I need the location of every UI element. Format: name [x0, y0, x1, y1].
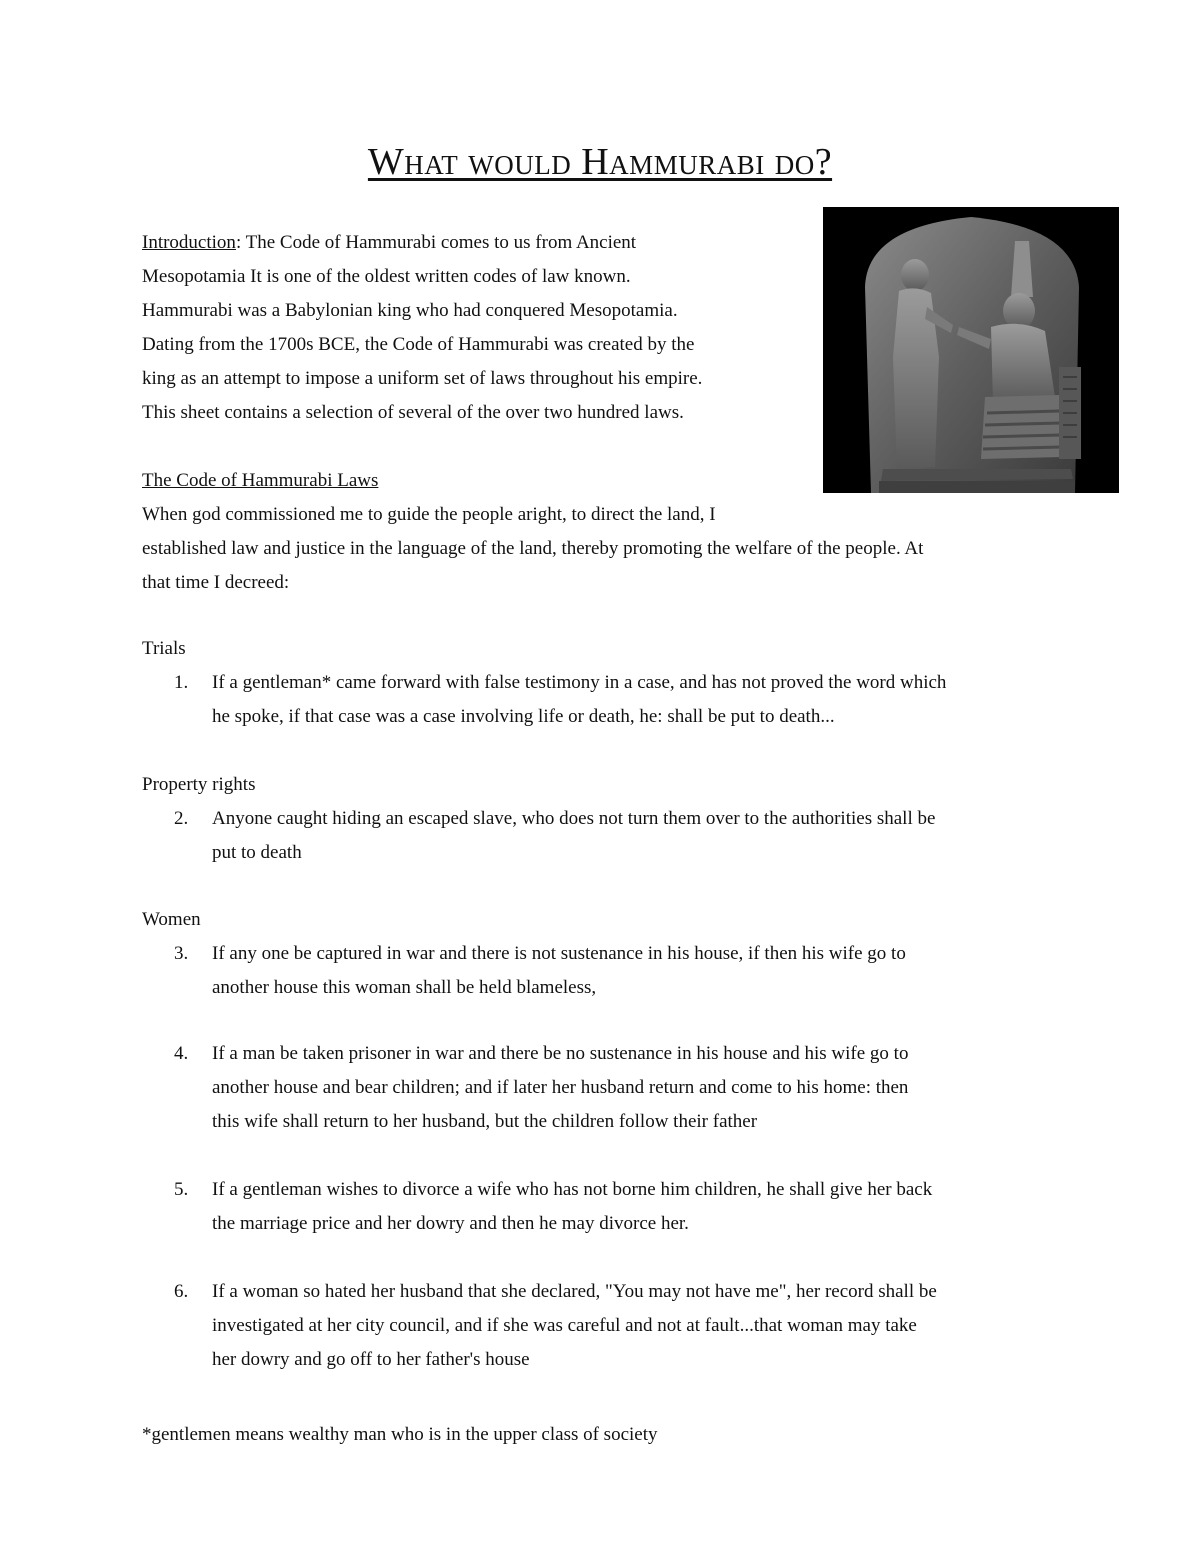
intro-line-1: Introduction: The Code of Hammurabi comes to us from Ancient [142, 232, 637, 253]
law-text: If a gentleman* came forward with false testimony in a case, and has not proved the word which he spoke, if that case was a case involving life or death, he: shall be put to death... [212, 672, 947, 727]
law-number: 6. [174, 1281, 189, 1302]
law-item [142, 666, 1062, 734]
section-heading-trials: Trials [142, 638, 186, 659]
intro-line-2: Mesopotamia It is one of the oldest written codes of law known. [142, 266, 631, 287]
section-heading-property-rights: Property rights [142, 774, 256, 795]
laws-heading: The Code of Hammurabi Laws [142, 470, 379, 491]
law-text: If a man be taken prisoner in war and there be no sustenance in his house and his wife go to another house and bear children; and if later her husband return and come to his home: then this wife shall return to her husband, but the children follow their father [212, 1043, 909, 1132]
law-text: If a woman so hated her husband that she declared, "You may not have me", her record shall be investigated at her city council, and if she was careful and not at fault...that woman may take her dowry and go off to her father's house [212, 1281, 937, 1370]
preamble-paragraph [142, 498, 1072, 600]
law-item [142, 1037, 1062, 1139]
law-number: 3. [174, 943, 189, 964]
preamble-line-2: established law and justice in the language of the land, thereby promoting the welfare of the people. At [142, 538, 924, 559]
law-item [142, 937, 1062, 1005]
intro-line-3: Hammurabi was a Babylonian king who had conquered Mesopotamia. [142, 300, 678, 321]
intro-line-5: king as an attempt to impose a uniform set of laws throughout his empire. [142, 368, 703, 389]
footnote: *gentlemen means wealthy man who is in the upper class of society [142, 1424, 658, 1445]
page-title: What would Hammurabi do? [367, 141, 833, 183]
intro-label: Introduction [142, 232, 236, 253]
preamble-line-1: When god commissioned me to guide the people aright, to direct the land, I [142, 504, 716, 525]
law-number: 5. [174, 1179, 189, 1200]
hammurabi-stele-image [823, 207, 1119, 493]
introduction-paragraph [142, 226, 812, 430]
stele-illustration [823, 207, 1119, 493]
law-item [142, 1173, 1062, 1241]
preamble-line-3: that time I decreed: [142, 572, 290, 593]
law-item [142, 1275, 1062, 1377]
law-text: Anyone caught hiding an escaped slave, who does not turn them over to the authorities shall be put to death [212, 808, 936, 863]
intro-line-6: This sheet contains a selection of several of the over two hundred laws. [142, 402, 684, 423]
law-number: 2. [174, 808, 189, 829]
law-number: 1. [174, 672, 189, 693]
intro-line-4: Dating from the 1700s BCE, the Code of Hammurabi was created by the [142, 334, 695, 355]
law-number: 4. [174, 1043, 189, 1064]
section-heading-women: Women [142, 909, 201, 930]
law-item [142, 802, 1062, 870]
law-text: If any one be captured in war and there is not sustenance in his house, if then his wife go to another house this woman shall be held blameless, [212, 943, 906, 998]
law-text: If a gentleman wishes to divorce a wife who has not borne him children, he shall give her back the marriage price and her dowry and then he may divorce her. [212, 1179, 933, 1234]
